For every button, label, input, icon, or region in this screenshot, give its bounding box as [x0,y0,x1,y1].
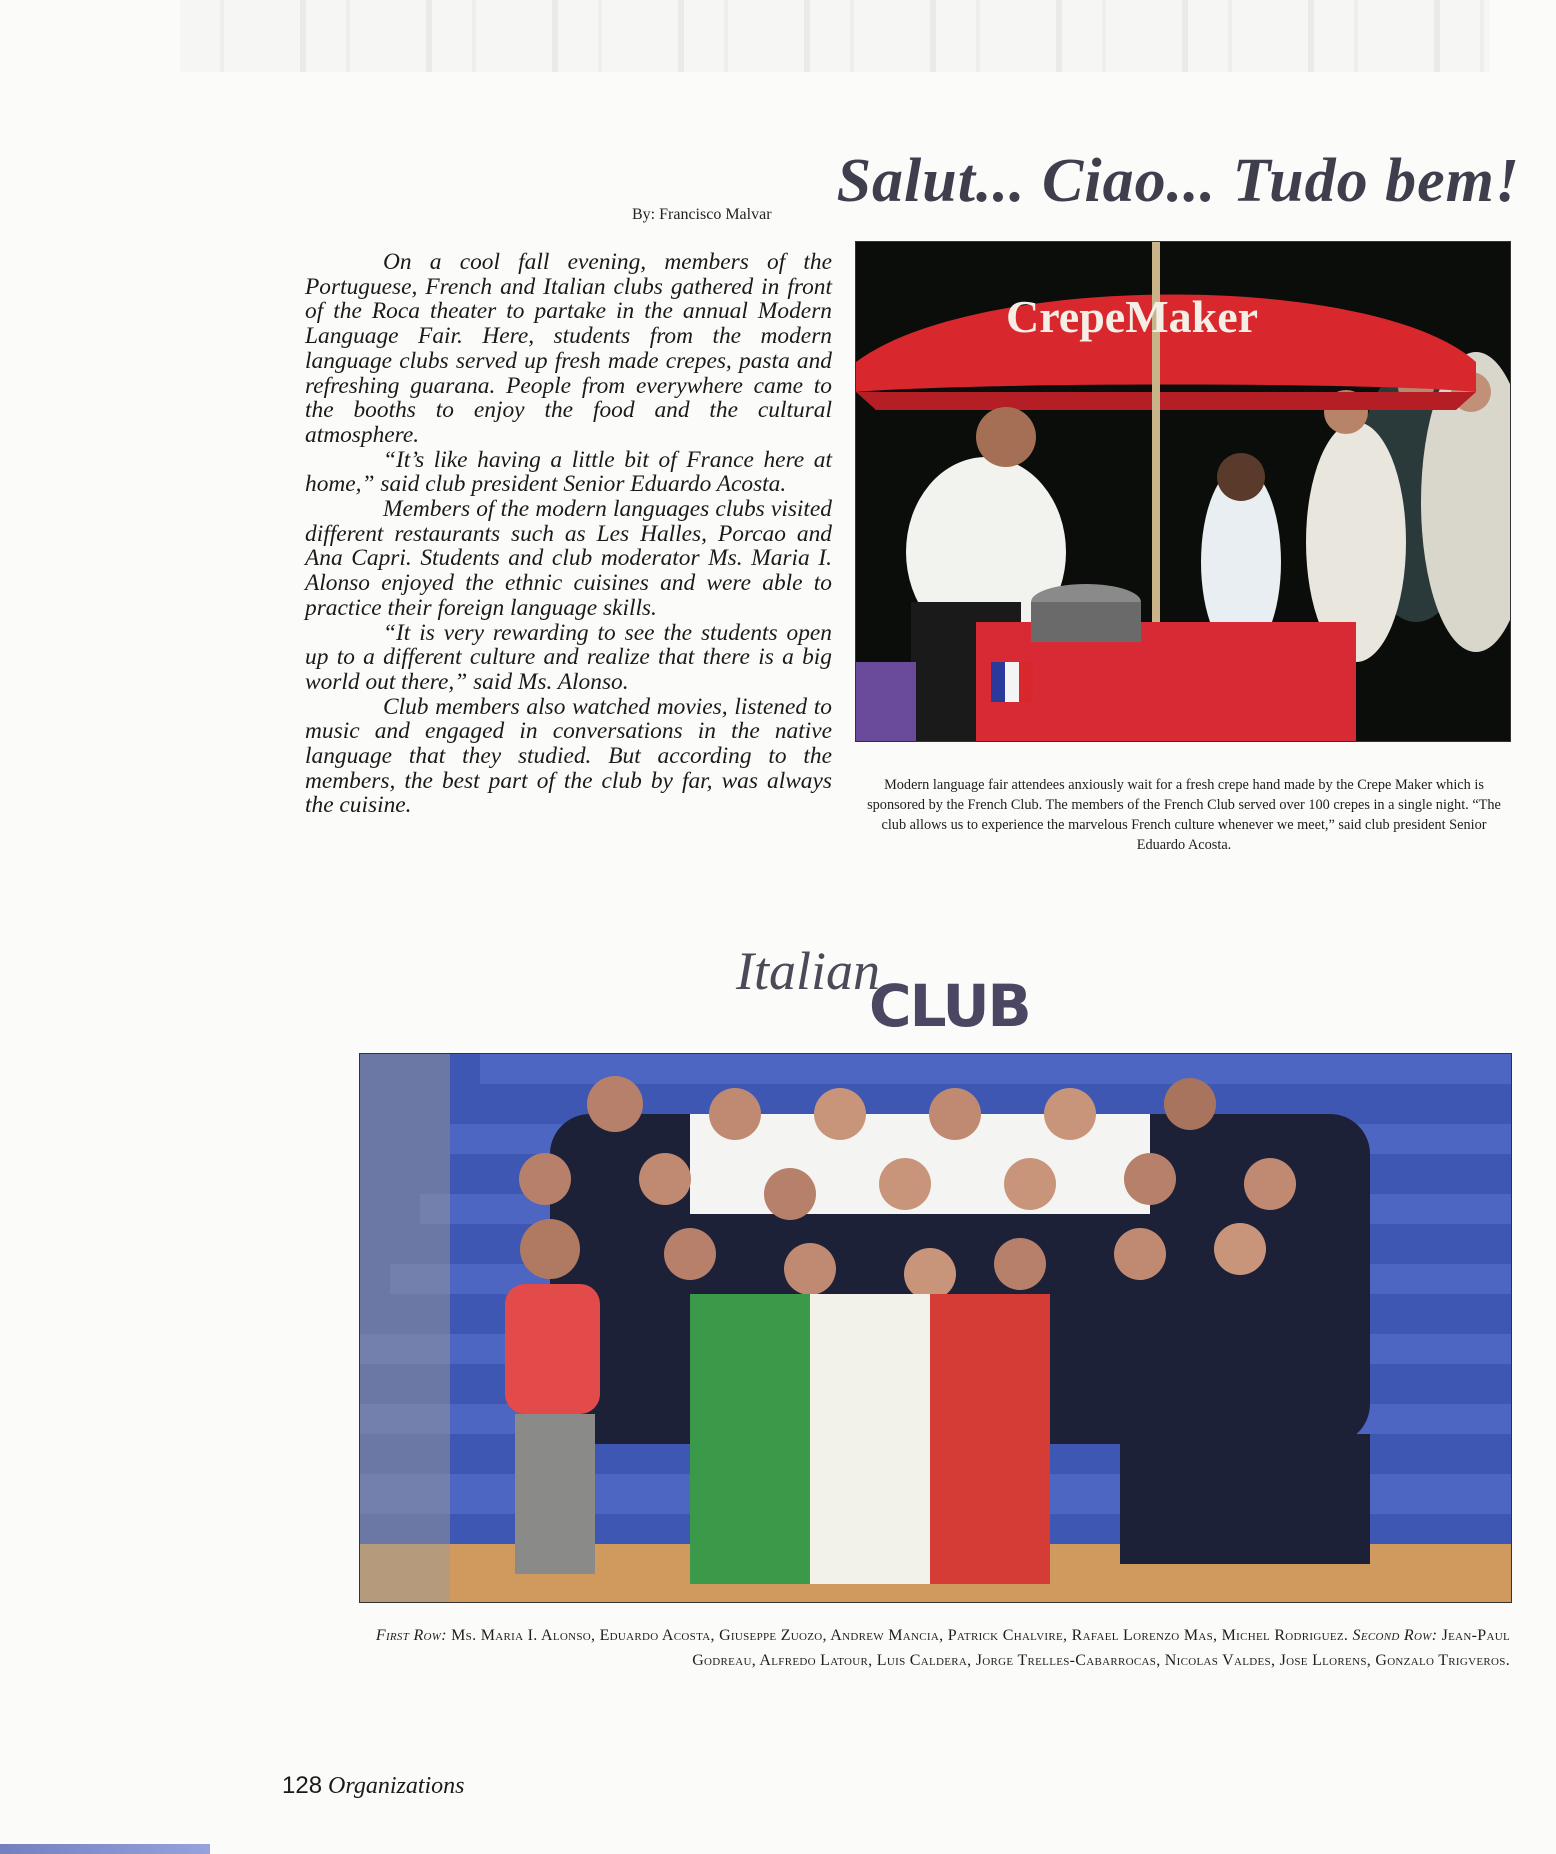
group-photo-caption [370,1624,1510,1673]
club-title-italian: Italian [736,941,880,1001]
article-paragraph: “It is very rewarding to see the students open up to a different culture and realize that there is a big world out there,” said Ms. Alonso. [305,619,832,695]
second-row-names: Jean-Paul Godreau, Alfredo Latour, Luis Caldera, Jorge Trelles-Cabarrocas, Nicolas Valdes, Jose Llorens, Gonzalo Trigveros. [692,1627,1510,1669]
first-row-label: First Row: [375,1627,447,1644]
first-row-names: Ms. Maria I. Alonso, Eduardo Acosta, Giuseppe Zuozo, Andrew Mancia, Patrick Chalvire, Rafael Lorenzo Mas, Michel Rodriguez. [446,1627,1353,1644]
group-photo-illustration [360,1054,1512,1603]
page-footer [282,1772,465,1800]
article-body [305,250,832,818]
crepe-maker-photo [855,241,1511,742]
page-headline: Salut... Ciao... Tudo bem! [836,147,1520,215]
second-row-label: Second Row: [1352,1627,1438,1644]
club-title-club: CLUB [869,972,1030,1040]
crepe-photo-caption: Modern language fair attendees anxiously wait for a fresh crepe hand made by the Crepe Maker which is sponsored by the French Club. The members of the French Club served over 100 crepes in a single night. “The club allows us to experience the marvelous French culture whenever we meet,” said club president Senior Eduardo Acosta. [867,777,1501,853]
byline: By: Francisco Malvar [632,206,772,223]
purple-table [856,662,916,742]
article-paragraph: Members of the modern languages clubs visited different restaurants such as Les Halles, Porcao and Ana Capri. Students and club moderator Ms. Maria I. Alonso enjoyed the ethnic cuisines and were able to practice their foreign language skills. [305,496,832,621]
article-paragraph: “It’s like having a little bit of France here at home,” said club president Senior Eduardo Acosta. [305,446,832,498]
italian-club-title [736,940,1030,1040]
footer-color-bar [0,1844,210,1854]
crepe-scene-illustration [856,242,1511,742]
italian-flag-icon [690,1294,1050,1584]
article-paragraph: On a cool fall evening, members of the Portuguese, French and Italian clubs gathered in front of the Roca theater to partake in the annual Modern Language Fair. Here, students from the modern language clubs served up fresh made crepes, pasta and refreshing guarana. People from everywhere came to the booths to enjoy the food and the cultural atmosphere. [305,249,832,448]
page-number: 128 [282,1772,323,1799]
article-paragraph: Club members also watched movies, listened to music and engaged in conversations in the native language that they studied. But according to the members, the best part of the club by far, was always the cuisine. [305,693,832,819]
french-flag-icon [991,662,1033,702]
italian-club-group-photo [359,1053,1512,1603]
section-name: Organizations [328,1773,465,1799]
scan-artifact [180,0,1490,72]
umbrella-brand-text: CrepeMaker [1006,291,1259,342]
